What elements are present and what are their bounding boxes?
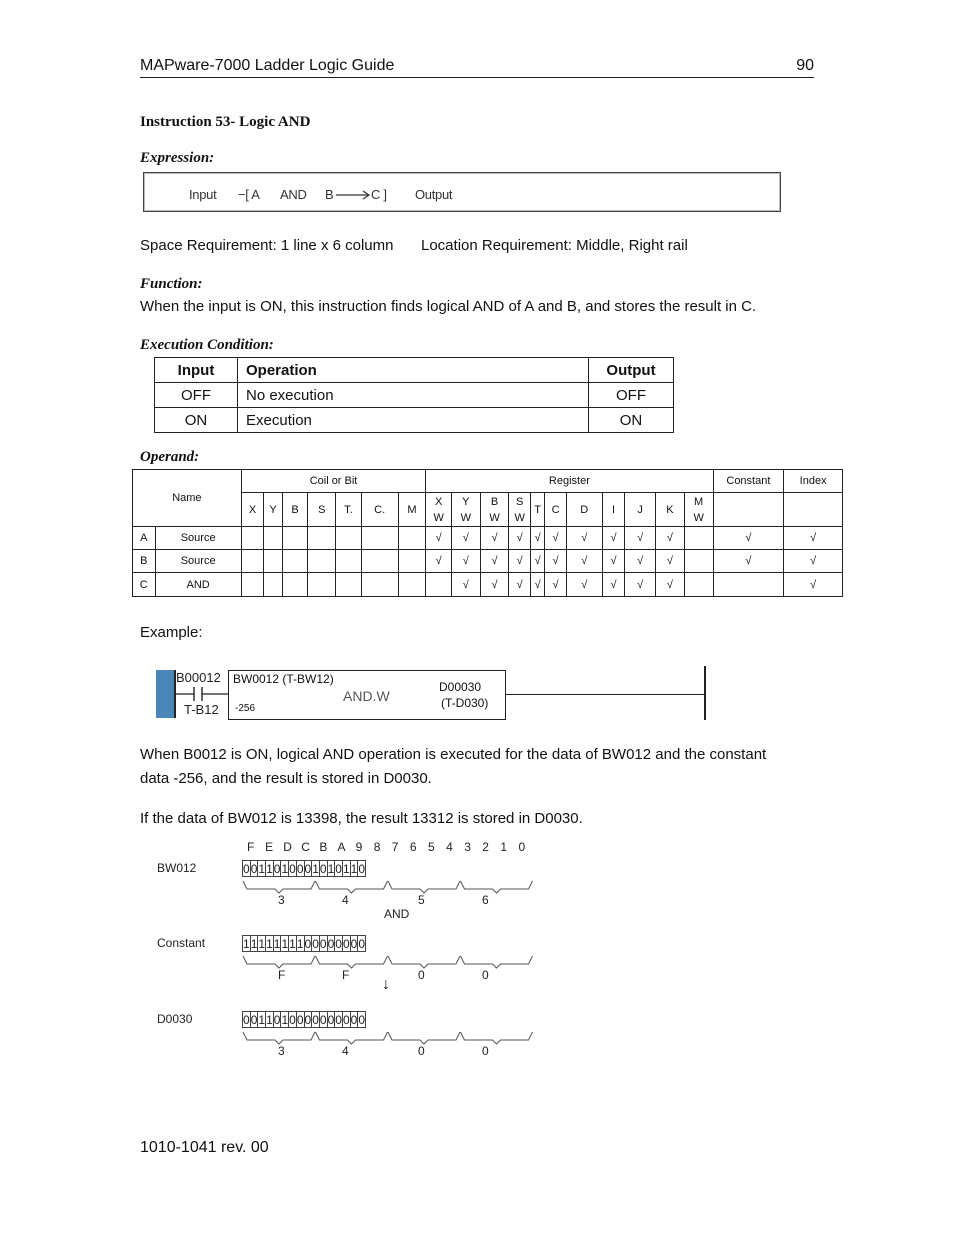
- operand-cell: √: [566, 573, 602, 597]
- operand-cell: √: [426, 527, 452, 550]
- exec-cell: ON: [589, 408, 674, 433]
- doc-title: MAPware-7000 Ladder Logic Guide: [140, 57, 395, 74]
- operand-name: Source: [155, 550, 241, 573]
- operand-cell: [336, 527, 362, 550]
- operand-col-header: X W: [426, 493, 452, 527]
- exec-cell: OFF: [155, 383, 238, 408]
- bit-cell: 1: [281, 1012, 289, 1027]
- execution-label: Execution Condition:: [140, 337, 274, 353]
- bit-cell: 0: [273, 1012, 281, 1027]
- para2: If the data of BW012 is 13398, the result 13312 is stored in D0030.: [140, 810, 583, 827]
- operand-cell: [241, 550, 264, 573]
- bit-index-label: 4: [446, 840, 453, 854]
- operand-cell: √: [480, 573, 509, 597]
- bit-cell: 0: [304, 1012, 312, 1027]
- bit-cell: 1: [273, 936, 281, 951]
- operand-col-header: M: [398, 493, 426, 527]
- operand-cell: √: [451, 550, 480, 573]
- bit-register: [242, 1011, 366, 1028]
- operand-cell: [308, 573, 336, 597]
- operand-cell: √: [480, 550, 509, 573]
- bit-cell: 1: [258, 1012, 266, 1027]
- footer-revision: 1010-1041 rev. 00: [140, 1139, 269, 1156]
- bit-index-label: 1: [500, 840, 508, 854]
- exec-header-output: Output: [589, 358, 674, 383]
- bit-cell: 0: [289, 861, 296, 876]
- right-rail: [704, 666, 706, 720]
- bit-index-label: C: [301, 840, 310, 854]
- bit-cell: 0: [342, 1012, 350, 1027]
- bit-cell: 0: [327, 936, 335, 951]
- operand-cell: √: [509, 550, 531, 573]
- operand-col-header: M W: [684, 493, 713, 527]
- table-row: [133, 573, 843, 597]
- bit-cell: 0: [296, 1012, 304, 1027]
- bit-cell: 1: [327, 861, 335, 876]
- page-header: [140, 57, 814, 78]
- operand-cell: [282, 527, 308, 550]
- operand-cell: √: [656, 550, 685, 573]
- operand-id: A: [133, 527, 156, 550]
- group-constant: Constant: [713, 470, 784, 493]
- dest-tag: (T-D030): [441, 696, 489, 710]
- nibble-hex: 0: [482, 1044, 489, 1058]
- contact-icon: [174, 686, 228, 702]
- operand-cell: [308, 550, 336, 573]
- operand-constant: [713, 573, 784, 597]
- constant-cell: [713, 493, 784, 527]
- operand-name: Source: [155, 527, 241, 550]
- operand-id: C: [133, 573, 156, 597]
- operand-cell: [282, 573, 308, 597]
- bit-cell: 0: [250, 1012, 258, 1027]
- operand-cell: [398, 550, 426, 573]
- arrow-icon: [336, 190, 372, 200]
- bit-cell: 0: [273, 861, 281, 876]
- operand-index: √: [784, 550, 843, 573]
- bit-cell: 1: [342, 861, 350, 876]
- operand-col-header: Y: [264, 493, 282, 527]
- nibble-hex: F: [278, 968, 286, 982]
- bit-index-label: 5: [428, 840, 435, 854]
- operand-cell: [264, 527, 282, 550]
- operand-cell: [308, 527, 336, 550]
- nibble-bracket: [242, 880, 542, 894]
- operand-col-header: B: [282, 493, 308, 527]
- operand-cell: √: [656, 527, 685, 550]
- nibble-bracket: [242, 1031, 542, 1045]
- nibble-hex: 4: [342, 1044, 349, 1058]
- bit-index-label: E: [265, 840, 274, 854]
- operand-cell: [361, 550, 398, 573]
- bit-cell: 0: [358, 1012, 365, 1027]
- operand-cell: √: [451, 573, 480, 597]
- operand-cell: [282, 550, 308, 573]
- operand-col-header: J: [625, 493, 656, 527]
- contact-address: B00012: [176, 670, 221, 685]
- space-requirement: Space Requirement: 1 line x 6 column: [140, 237, 394, 254]
- source-a: BW0012 (T-BW12): [233, 672, 334, 686]
- location-requirement: Location Requirement: Middle, Right rail: [421, 237, 688, 254]
- nibble-hex: 3: [278, 893, 285, 907]
- table-row: [133, 527, 843, 550]
- bit-cell: 0: [335, 936, 342, 951]
- exec-cell: ON: [155, 408, 238, 433]
- name-header: Name: [133, 470, 242, 527]
- bit-index-label: 8: [373, 840, 381, 854]
- operand-name: AND: [155, 573, 241, 597]
- bit-cell: 0: [319, 1012, 327, 1027]
- down-arrow-icon: ↓: [382, 976, 390, 993]
- operand-cell: √: [545, 527, 567, 550]
- exec-cell: No execution: [238, 383, 589, 408]
- operand-col-header: T: [530, 493, 544, 527]
- para1-line1: When B0012 is ON, logical AND operation is executed for the data of BW012 and the constant: [140, 746, 767, 763]
- operand-cell: √: [625, 573, 656, 597]
- operand-cell: √: [509, 573, 531, 597]
- bit-cell: 0: [342, 936, 350, 951]
- operand-cell: [426, 573, 452, 597]
- bit-cell: 1: [281, 936, 289, 951]
- bit-cell: 1: [266, 861, 273, 876]
- bit-row-label: BW012: [157, 861, 197, 875]
- dest-address: D00030: [439, 680, 482, 694]
- operand-index: √: [784, 527, 843, 550]
- nibble-hex: 0: [418, 968, 425, 982]
- bit-cell: 0: [289, 1012, 296, 1027]
- bit-cell: 1: [296, 936, 304, 951]
- para1-line2: data -256, and the result is stored in D0030.: [140, 770, 432, 787]
- operand-constant: √: [713, 527, 784, 550]
- bit-register: [242, 935, 366, 952]
- operand-cell: [241, 573, 264, 597]
- and-label: AND: [384, 907, 410, 921]
- bit-cell: 0: [250, 861, 258, 876]
- operand-col-header: K: [656, 493, 685, 527]
- operand-cell: √: [566, 527, 602, 550]
- exec-header-input: Input: [155, 358, 238, 383]
- bit-index-label: 6: [409, 840, 417, 854]
- expression-box: [143, 172, 781, 212]
- group-register: Register: [426, 470, 713, 493]
- operand-cell: [241, 527, 264, 550]
- operand-col-header: D: [566, 493, 602, 527]
- exec-cell: Execution: [238, 408, 589, 433]
- bit-cell: 0: [358, 861, 365, 876]
- operand-cell: √: [602, 550, 625, 573]
- bit-cell: 1: [258, 861, 266, 876]
- operand-col-header: T.: [336, 493, 362, 527]
- operand-cell: √: [530, 550, 544, 573]
- operand-cell: √: [426, 550, 452, 573]
- bit-cell: 1: [350, 861, 358, 876]
- operand-cell: √: [625, 527, 656, 550]
- execution-table: [154, 357, 674, 433]
- bit-index-label: 3: [464, 840, 471, 854]
- operand-cell: [684, 527, 713, 550]
- operand-col-header: X: [241, 493, 264, 527]
- bit-diagram: [150, 838, 550, 1068]
- nibble-bracket: [242, 955, 542, 969]
- operand-cell: √: [656, 573, 685, 597]
- op-name: AND.W: [343, 688, 390, 704]
- function-text: When the input is ON, this instruction finds logical AND of A and B, and stores the result in C.: [140, 298, 757, 315]
- and-function-box: [228, 670, 506, 720]
- expr-a: −[ A: [238, 187, 260, 202]
- bit-cell: 1: [258, 936, 266, 951]
- instruction-title: Instruction 53- Logic AND: [140, 114, 311, 130]
- operand-col-header: Y W: [451, 493, 480, 527]
- operand-index: √: [784, 573, 843, 597]
- operand-cell: [684, 550, 713, 573]
- bit-cell: 0: [335, 861, 342, 876]
- bit-cell: 0: [243, 1012, 250, 1027]
- operand-cell: √: [602, 573, 625, 597]
- expr-and: AND: [280, 187, 307, 202]
- table-row: [155, 408, 674, 433]
- bit-cell: 0: [319, 861, 327, 876]
- bit-cell: 0: [312, 936, 319, 951]
- bit-cell: 1: [250, 936, 258, 951]
- bit-cell: 1: [266, 1012, 273, 1027]
- index-cell: [784, 493, 843, 527]
- operand-cell: [361, 573, 398, 597]
- nibble-hex: 4: [342, 893, 349, 907]
- bit-cell: 0: [319, 936, 327, 951]
- exec-header-operation: Operation: [238, 358, 589, 383]
- expr-output: Output: [415, 187, 453, 202]
- bit-register: [242, 860, 366, 877]
- operand-cell: √: [451, 527, 480, 550]
- bit-cell: 0: [358, 936, 365, 951]
- nibble-hex: 3: [278, 1044, 285, 1058]
- bit-index-label: 7: [391, 840, 399, 854]
- operand-col-header: C.: [361, 493, 398, 527]
- bit-index-label: 2: [482, 840, 489, 854]
- operand-cell: √: [480, 527, 509, 550]
- bit-cell: 1: [266, 936, 273, 951]
- operand-cell: [336, 573, 362, 597]
- nibble-hex: 5: [418, 893, 425, 907]
- bit-index-label: D: [283, 840, 292, 854]
- bit-cell: 0: [304, 861, 312, 876]
- operand-cell: √: [625, 550, 656, 573]
- operand-cell: √: [545, 550, 567, 573]
- operand-cell: [684, 573, 713, 597]
- bit-cell: 1: [243, 936, 250, 951]
- bit-cell: 0: [304, 936, 312, 951]
- operand-col-header: I: [602, 493, 625, 527]
- operand-cell: [361, 527, 398, 550]
- operand-cell: [336, 550, 362, 573]
- bit-cell: 0: [327, 1012, 335, 1027]
- group-coil: Coil or Bit: [241, 470, 426, 493]
- bit-cell: 0: [335, 1012, 342, 1027]
- ladder-diagram: [156, 666, 712, 720]
- operand-cell: √: [566, 550, 602, 573]
- bit-index-label: F: [247, 840, 255, 854]
- bit-index-label: A: [337, 840, 346, 854]
- bit-cell: 0: [350, 936, 358, 951]
- bit-row-label: Constant: [157, 936, 206, 950]
- nibble-hex: F: [342, 968, 350, 982]
- output-line: [505, 694, 705, 695]
- table-row: [155, 383, 674, 408]
- bit-cell: 0: [296, 861, 304, 876]
- bit-cell: 0: [243, 861, 250, 876]
- operand-col-header: B W: [480, 493, 509, 527]
- contact-tag: T-B12: [184, 702, 219, 717]
- operand-cell: [398, 527, 426, 550]
- bit-cell: 1: [312, 861, 319, 876]
- source-b: -256: [235, 703, 256, 714]
- operand-cell: √: [545, 573, 567, 597]
- expression-label: Expression:: [140, 150, 215, 166]
- group-index: Index: [784, 470, 843, 493]
- expr-c: C ]: [371, 187, 387, 202]
- page-number: 90: [796, 57, 814, 74]
- nibble-hex: 6: [482, 893, 489, 907]
- operand-cell: √: [602, 527, 625, 550]
- bit-index-label: 0: [518, 840, 526, 854]
- bit-cell: 1: [289, 936, 296, 951]
- bit-cell: 1: [281, 861, 289, 876]
- operand-cell: √: [509, 527, 531, 550]
- nibble-hex: 0: [482, 968, 489, 982]
- expr-b: B: [325, 187, 334, 202]
- operand-cell: √: [530, 573, 544, 597]
- expr-input: Input: [189, 187, 217, 202]
- operand-col-header: C: [545, 493, 567, 527]
- operand-col-header: S: [308, 493, 336, 527]
- operand-cell: [264, 550, 282, 573]
- table-row: [133, 550, 843, 573]
- bit-row-label: D0030: [157, 1012, 193, 1026]
- example-label: Example:: [140, 624, 203, 641]
- bit-cell: 0: [350, 1012, 358, 1027]
- operand-id: B: [133, 550, 156, 573]
- bit-cell: 0: [312, 1012, 319, 1027]
- operand-label: Operand:: [140, 449, 200, 465]
- left-rail: [156, 670, 174, 718]
- operand-col-header: S W: [509, 493, 531, 527]
- bit-index-label: B: [319, 840, 328, 854]
- exec-cell: OFF: [589, 383, 674, 408]
- operand-cell: √: [530, 527, 544, 550]
- operand-cell: [264, 573, 282, 597]
- operand-table: [132, 469, 843, 597]
- operand-cell: [398, 573, 426, 597]
- operand-constant: √: [713, 550, 784, 573]
- bit-index-label: 9: [355, 840, 363, 854]
- nibble-hex: 0: [418, 1044, 425, 1058]
- function-label: Function:: [140, 276, 203, 292]
